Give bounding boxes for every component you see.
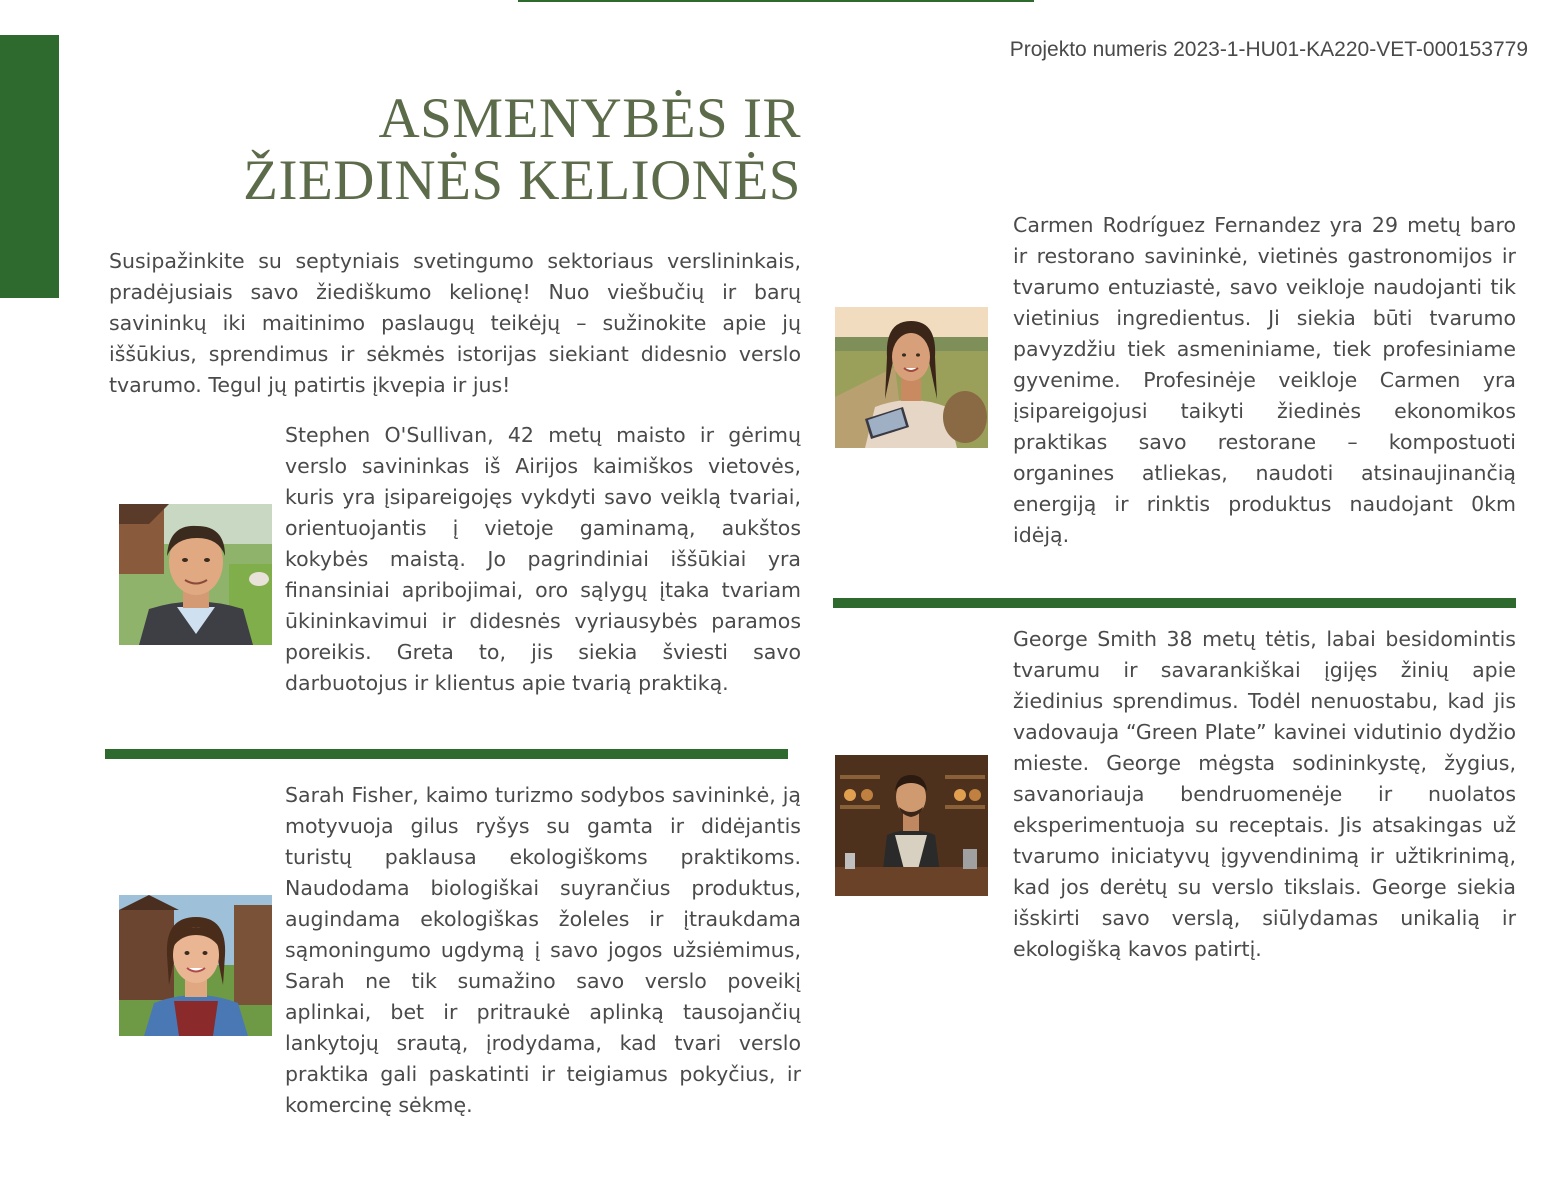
woman-apron-cabin-photo bbox=[119, 895, 272, 1036]
profile-text-george: George Smith 38 metų tėtis, labai besidomintis tvarumu ir savarankiškai įgijęs žinių apie žiedinius sprendimus. Todėl nenuostabu, kad jis vadovauja “Green Plate” kavinei vidutinio dydžio mieste. George mėgsta sodininkystę, žygius, savanoriauja bendruomenėje ir nuolatos eksperimentuoja su receptais. Jis atsakingas už tvarumo iniciatyvų įgyvendinimą ir užtikrinimą, kad jos derėtų su verslo tikslais. George siekia išskirti savo verslą, siūlydamas unikalią ir ekologišką kavos patirtį. bbox=[1013, 627, 1516, 961]
section-divider-right bbox=[833, 598, 1516, 608]
profile-text-sarah: Sarah Fisher, kaimo turizmo sodybos savininkė, ją motyvuoja gilus ryšys su gamta ir didėjantis turistų paklausa ekologiškoms praktikoms. Naudodama biologiškai suyrančius produktus, augindama ekologiškas žoleles ir įtraukdama sąmoningumo ugdymą į savo jogos užsiėmimus, Sarah ne tik sumažino savo verslo poveikį aplinkai, bet ir pritraukė aplinką tausojančių lankytojų srautą, įrodydama, kad tvari verslo praktika gali paskatinti ir teigiamus pokyčius, ir komercinę sėkmę. bbox=[285, 783, 801, 1117]
section-divider-left bbox=[105, 749, 788, 759]
page-title bbox=[101, 88, 801, 212]
side-accent-bar bbox=[0, 35, 59, 298]
title-line-2: ŽIEDINĖS KELIONĖS bbox=[243, 149, 801, 212]
profile-text-carmen: Carmen Rodríguez Fernandez yra 29 metų baro ir restorano savininkė, vietinės gastronomijos ir tvarumo entuziastė, savo veikloje naudojanti tik vietinius ingredientus. Ji siekia būti tvarumo pavyzdžiu tiek asmeniniame, tiek profesiniame gyvenime. Profesinėje veikloje Carmen yra įsipareigojusi taikyti žiedinės ekonomikos praktikas savo restorane – kompostuoti organines atliekas, naudoti atsinaujinančią energiją ir rinktis produktus naudojant 0km idėją. bbox=[1013, 213, 1516, 547]
man-portrait-farm-photo bbox=[119, 504, 272, 645]
project-number: Projekto numeris 2023-1-HU01-KA220-VET-000153779 bbox=[1009, 38, 1528, 61]
intro-paragraph: Susipažinkite su septyniais svetingumo sektoriaus verslininkais, pradėjusiais savo žiediškumo kelionę! Nuo viešbučių ir barų savininkų iki maitinimo paslaugų teikėjų – sužinokite apie jų iššūkius, sprendimus ir sėkmės istorijas siekiant didesnio verslo tvarumo. Tegul jų patirtis įkvepia ir jus! bbox=[109, 249, 801, 397]
barista-cafe-photo bbox=[835, 755, 988, 896]
title-line-1: ASMENYBĖS IR bbox=[378, 87, 801, 150]
top-accent-line bbox=[518, 0, 1034, 2]
profile-text-stephen: Stephen O'Sullivan, 42 metų maisto ir gėrimų verslo savininkas iš Airijos kaimiškos vietovės, kuris yra įsipareigojęs vykdyti savo veiklą tvariai, orientuojantis į vietoje gaminamą, aukštos kokybės maistą. Jo pagrindiniai iššūkiai yra finansiniai apribojimai, oro sąlygų įtaka tvariam ūkininkavimui ir didesnės vyriausybės paramos poreikis. Greta to, jis siekia šviesti savo darbuotojus ir klientus apie tvarią praktiką. bbox=[285, 423, 801, 695]
woman-tablet-field-photo bbox=[835, 307, 988, 448]
